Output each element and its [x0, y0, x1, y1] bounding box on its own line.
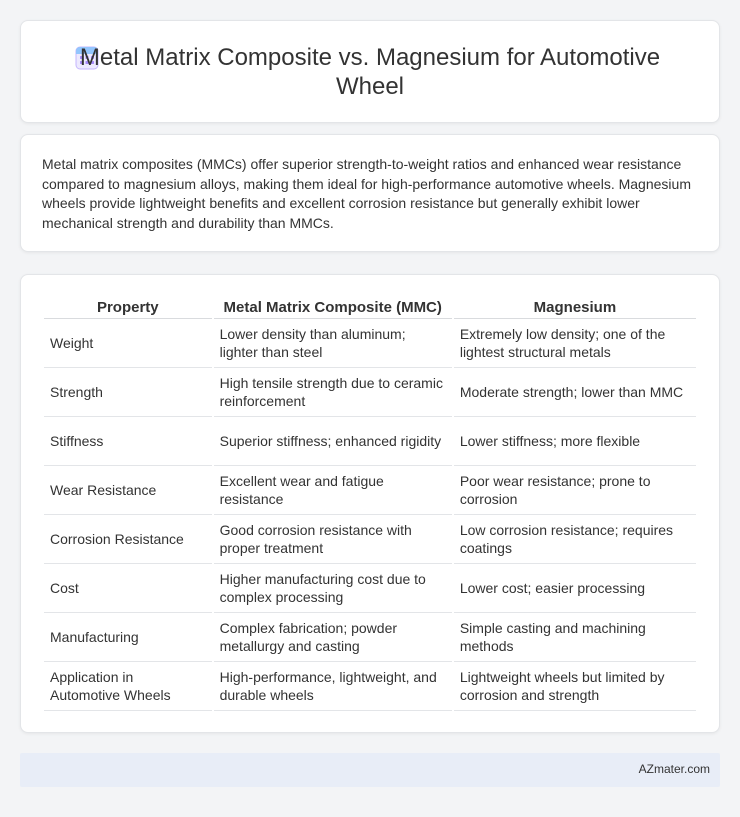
- table-row: [44, 662, 696, 711]
- footer-brand-link[interactable]: AZmater.com: [638, 762, 710, 776]
- property-cell: Stiffness: [44, 417, 212, 466]
- column-header-mmc: Metal Matrix Composite (MMC): [214, 297, 452, 319]
- column-header-magnesium: Magnesium: [454, 297, 696, 319]
- mmc-cell: Superior stiffness; enhanced rigidity: [214, 417, 452, 466]
- magnesium-cell: Simple casting and machining methods: [454, 613, 696, 662]
- comparison-table: [42, 297, 698, 711]
- title-card: [20, 20, 720, 123]
- magnesium-cell: Lower cost; easier processing: [454, 564, 696, 613]
- mmc-cell: Good corrosion resistance with proper treatment: [214, 515, 452, 564]
- magnesium-cell: Lower stiffness; more flexible: [454, 417, 696, 466]
- magnesium-cell: Moderate strength; lower than MMC: [454, 368, 696, 417]
- property-cell: Manufacturing: [44, 613, 212, 662]
- property-cell: Strength: [44, 368, 212, 417]
- magnesium-cell: Poor wear resistance; prone to corrosion: [454, 466, 696, 515]
- intro-paragraph: Metal matrix composites (MMCs) offer superior strength-to-weight ratios and enhanced wear resistance compared to magnesium alloys, making them ideal for high-performance automotive wheels. Magnesium wheels provide lightweight benefits and excellent corrosion resistance but generally exhibit lower mechanical strength and durability than MMCs.: [42, 156, 691, 231]
- table-row: [44, 515, 696, 564]
- comparison-card: [20, 274, 720, 733]
- mmc-cell: High tensile strength due to ceramic reinforcement: [214, 368, 452, 417]
- mmc-cell: Excellent wear and fatigue resistance: [214, 466, 452, 515]
- table-row: [44, 368, 696, 417]
- property-cell: Cost: [44, 564, 212, 613]
- magnesium-cell: Low corrosion resistance; requires coatings: [454, 515, 696, 564]
- footer-bar: [20, 753, 720, 787]
- magnesium-cell: Extremely low density; one of the lightest structural metals: [454, 319, 696, 368]
- mmc-cell: Higher manufacturing cost due to complex processing: [214, 564, 452, 613]
- page-title: Metal Matrix Composite vs. Magnesium for Automotive Wheel: [79, 44, 661, 100]
- table-row: [44, 417, 696, 466]
- magnesium-cell: Lightweight wheels but limited by corrosion and strength: [454, 662, 696, 711]
- property-cell: Wear Resistance: [44, 466, 212, 515]
- mmc-cell: Lower density than aluminum; lighter than steel: [214, 319, 452, 368]
- table-row: [44, 564, 696, 613]
- mmc-cell: Complex fabrication; powder metallurgy and casting: [214, 613, 452, 662]
- intro-card: [20, 134, 720, 252]
- mmc-cell: High-performance, lightweight, and durable wheels: [214, 662, 452, 711]
- property-cell: Application in Automotive Wheels: [44, 662, 212, 711]
- property-cell: Corrosion Resistance: [44, 515, 212, 564]
- column-header-property: Property: [44, 297, 212, 319]
- table-row: [44, 613, 696, 662]
- table-row: [44, 466, 696, 515]
- table-row: [44, 319, 696, 368]
- table-header-row: [44, 297, 696, 319]
- property-cell: Weight: [44, 319, 212, 368]
